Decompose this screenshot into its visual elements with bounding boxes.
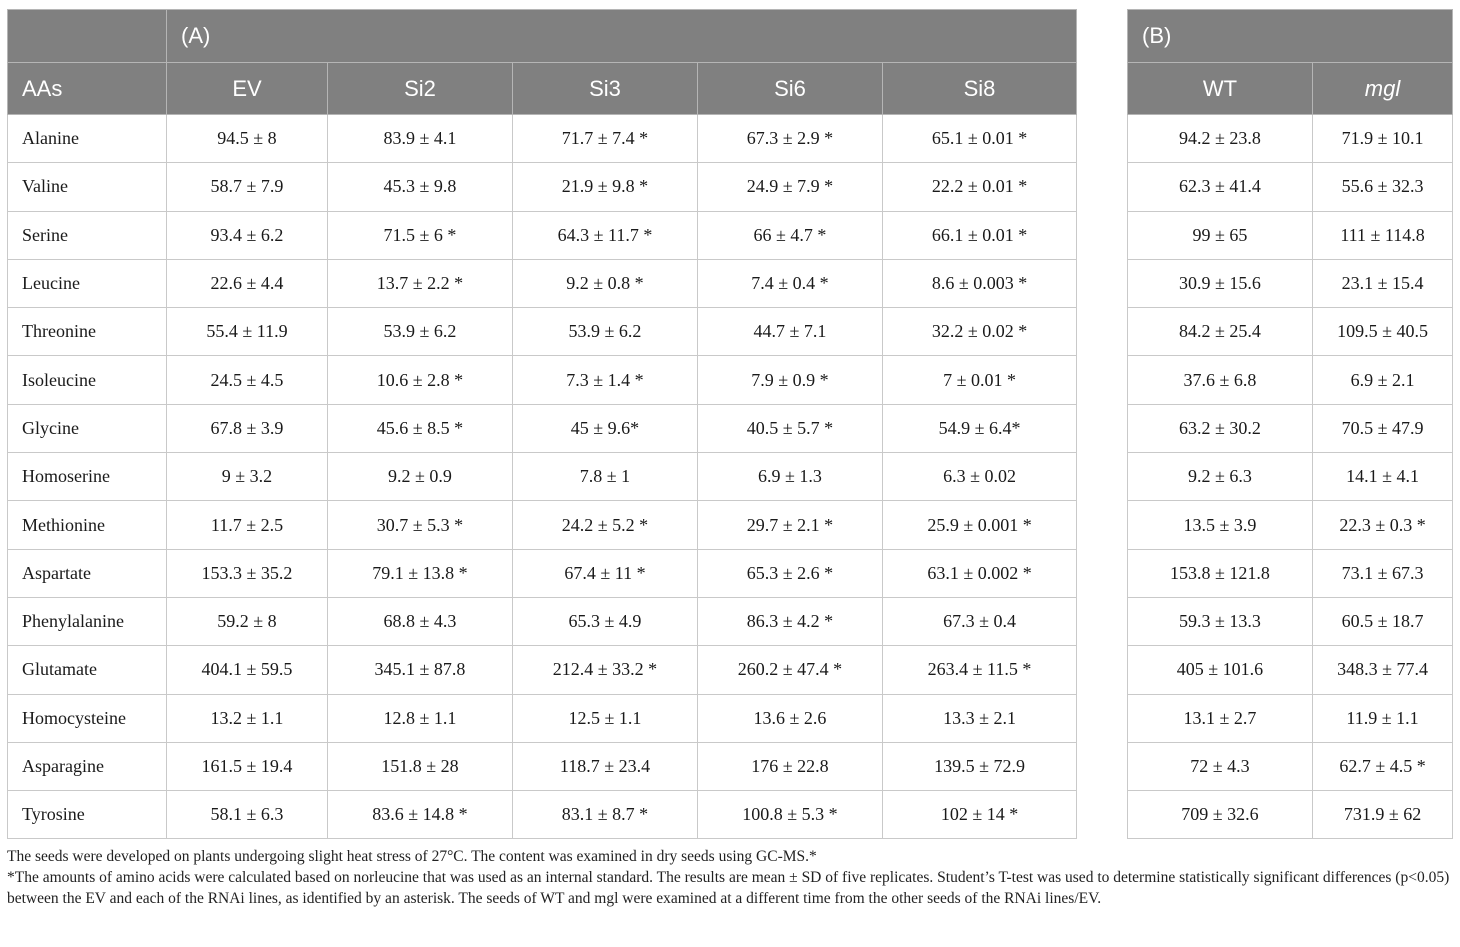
table-row [1128,694,1453,742]
value-cell-ev: 404.1 ± 59.5 [167,646,328,694]
amino-acid-name: Asparagine [8,742,167,790]
column-header-si2: Si2 [328,63,513,115]
value-cell-mgl: 23.1 ± 15.4 [1313,259,1453,307]
value-cell-si8: 7 ± 0.01 * [883,356,1077,404]
table-row [8,115,1077,163]
amino-acid-name: Phenylalanine [8,597,167,645]
value-cell-mgl: 55.6 ± 32.3 [1313,163,1453,211]
table-b-group-label: (B) [1128,10,1453,63]
value-cell-wt: 99 ± 65 [1128,211,1313,259]
value-cell-si8: 67.3 ± 0.4 [883,597,1077,645]
column-header-wt: WT [1128,63,1313,115]
value-cell-si6: 100.8 ± 5.3 * [698,791,883,839]
value-cell-si3: 118.7 ± 23.4 [513,742,698,790]
amino-acid-name: Glycine [8,404,167,452]
value-cell-si3: 53.9 ± 6.2 [513,308,698,356]
value-cell-si2: 9.2 ± 0.9 [328,453,513,501]
amino-acid-name: Homocysteine [8,694,167,742]
value-cell-si3: 21.9 ± 9.8 * [513,163,698,211]
table-caption [7,846,1453,909]
value-cell-mgl: 731.9 ± 62 [1313,791,1453,839]
value-cell-ev: 59.2 ± 8 [167,597,328,645]
value-cell-si8: 25.9 ± 0.001 * [883,501,1077,549]
value-cell-ev: 55.4 ± 11.9 [167,308,328,356]
value-cell-si6: 7.4 ± 0.4 * [698,259,883,307]
table-row [8,308,1077,356]
value-cell-si8: 63.1 ± 0.002 * [883,549,1077,597]
table-row [1128,259,1453,307]
table-row [1128,742,1453,790]
value-cell-ev: 153.3 ± 35.2 [167,549,328,597]
column-header-ev: EV [167,63,328,115]
amino-acid-name: Threonine [8,308,167,356]
amino-acid-name: Alanine [8,115,167,163]
value-cell-ev: 58.7 ± 7.9 [167,163,328,211]
table-a-body [8,115,1077,839]
value-cell-si6: 67.3 ± 2.9 * [698,115,883,163]
value-cell-si8: 13.3 ± 2.1 [883,694,1077,742]
value-cell-ev: 93.4 ± 6.2 [167,211,328,259]
value-cell-si2: 45.3 ± 9.8 [328,163,513,211]
value-cell-si6: 6.9 ± 1.3 [698,453,883,501]
value-cell-mgl: 73.1 ± 67.3 [1313,549,1453,597]
table-row [8,597,1077,645]
value-cell-si8: 54.9 ± 6.4* [883,404,1077,452]
value-cell-si2: 83.9 ± 4.1 [328,115,513,163]
value-cell-wt: 72 ± 4.3 [1128,742,1313,790]
value-cell-wt: 9.2 ± 6.3 [1128,453,1313,501]
value-cell-si2: 79.1 ± 13.8 * [328,549,513,597]
value-cell-ev: 94.5 ± 8 [167,115,328,163]
table-row [8,791,1077,839]
value-cell-wt: 62.3 ± 41.4 [1128,163,1313,211]
value-cell-mgl: 71.9 ± 10.1 [1313,115,1453,163]
table-row [8,163,1077,211]
value-cell-si6: 66 ± 4.7 * [698,211,883,259]
table-a-corner [8,10,167,63]
value-cell-wt: 59.3 ± 13.3 [1128,597,1313,645]
table-row [1128,501,1453,549]
table-row [8,453,1077,501]
table-row [1128,163,1453,211]
value-cell-si8: 102 ± 14 * [883,791,1077,839]
value-cell-si3: 12.5 ± 1.1 [513,694,698,742]
value-cell-si6: 65.3 ± 2.6 * [698,549,883,597]
value-cell-mgl: 348.3 ± 77.4 [1313,646,1453,694]
value-cell-si2: 83.6 ± 14.8 * [328,791,513,839]
value-cell-ev: 22.6 ± 4.4 [167,259,328,307]
value-cell-si6: 86.3 ± 4.2 * [698,597,883,645]
table-row [1128,356,1453,404]
table-row [8,549,1077,597]
caption-line-1: The seeds were developed on plants undergoing slight heat stress of 27°C. The content was examined in dry seeds using GC-MS.* [7,848,817,865]
value-cell-si8: 139.5 ± 72.9 [883,742,1077,790]
table-row [8,356,1077,404]
value-cell-si2: 151.8 ± 28 [328,742,513,790]
value-cell-si3: 7.8 ± 1 [513,453,698,501]
value-cell-si6: 260.2 ± 47.4 * [698,646,883,694]
value-cell-si8: 65.1 ± 0.01 * [883,115,1077,163]
value-cell-si6: 24.9 ± 7.9 * [698,163,883,211]
value-cell-mgl: 111 ± 114.8 [1313,211,1453,259]
value-cell-si6: 44.7 ± 7.1 [698,308,883,356]
value-cell-ev: 11.7 ± 2.5 [167,501,328,549]
table-row [8,646,1077,694]
value-cell-si2: 30.7 ± 5.3 * [328,501,513,549]
value-cell-si8: 263.4 ± 11.5 * [883,646,1077,694]
value-cell-ev: 67.8 ± 3.9 [167,404,328,452]
value-cell-si3: 24.2 ± 5.2 * [513,501,698,549]
value-cell-si3: 71.7 ± 7.4 * [513,115,698,163]
value-cell-mgl: 62.7 ± 4.5 * [1313,742,1453,790]
amino-acid-name: Tyrosine [8,791,167,839]
value-cell-si2: 345.1 ± 87.8 [328,646,513,694]
value-cell-si8: 32.2 ± 0.02 * [883,308,1077,356]
amino-acid-name: Serine [8,211,167,259]
value-cell-si3: 83.1 ± 8.7 * [513,791,698,839]
amino-acid-table-b [1127,9,1453,839]
value-cell-si8: 6.3 ± 0.02 [883,453,1077,501]
table-row [1128,597,1453,645]
table-row [8,404,1077,452]
table-row [8,694,1077,742]
value-cell-si2: 53.9 ± 6.2 [328,308,513,356]
value-cell-mgl: 109.5 ± 40.5 [1313,308,1453,356]
value-cell-wt: 153.8 ± 121.8 [1128,549,1313,597]
column-header-si3: Si3 [513,63,698,115]
table-row [1128,308,1453,356]
value-cell-wt: 13.1 ± 2.7 [1128,694,1313,742]
table-row [8,501,1077,549]
value-cell-mgl: 14.1 ± 4.1 [1313,453,1453,501]
value-cell-si3: 65.3 ± 4.9 [513,597,698,645]
row-header-aas: AAs [8,63,167,115]
table-row [1128,115,1453,163]
amino-acid-name: Isoleucine [8,356,167,404]
value-cell-mgl: 22.3 ± 0.3 * [1313,501,1453,549]
value-cell-wt: 84.2 ± 25.4 [1128,308,1313,356]
value-cell-si6: 7.9 ± 0.9 * [698,356,883,404]
table-row [1128,211,1453,259]
value-cell-si8: 8.6 ± 0.003 * [883,259,1077,307]
value-cell-wt: 94.2 ± 23.8 [1128,115,1313,163]
value-cell-si6: 13.6 ± 2.6 [698,694,883,742]
value-cell-si2: 12.8 ± 1.1 [328,694,513,742]
value-cell-wt: 709 ± 32.6 [1128,791,1313,839]
amino-acid-name: Aspartate [8,549,167,597]
column-header-si6: Si6 [698,63,883,115]
value-cell-si8: 22.2 ± 0.01 * [883,163,1077,211]
amino-acid-name: Glutamate [8,646,167,694]
table-row [8,211,1077,259]
table-row [1128,646,1453,694]
value-cell-si3: 67.4 ± 11 * [513,549,698,597]
value-cell-si3: 7.3 ± 1.4 * [513,356,698,404]
value-cell-si6: 29.7 ± 2.1 * [698,501,883,549]
value-cell-si3: 45 ± 9.6* [513,404,698,452]
column-header-mgl: mgl [1313,63,1453,115]
amino-acid-name: Leucine [8,259,167,307]
table-row [8,742,1077,790]
value-cell-mgl: 6.9 ± 2.1 [1313,356,1453,404]
value-cell-mgl: 11.9 ± 1.1 [1313,694,1453,742]
value-cell-ev: 9 ± 3.2 [167,453,328,501]
value-cell-si2: 71.5 ± 6 * [328,211,513,259]
value-cell-si3: 212.4 ± 33.2 * [513,646,698,694]
table-a-group-label: (A) [167,10,1077,63]
table-row [8,259,1077,307]
value-cell-wt: 37.6 ± 6.8 [1128,356,1313,404]
value-cell-ev: 161.5 ± 19.4 [167,742,328,790]
table-row [1128,404,1453,452]
value-cell-si2: 68.8 ± 4.3 [328,597,513,645]
amino-acid-name: Homoserine [8,453,167,501]
table-b-body [1128,115,1453,839]
caption-line-2: *The amounts of amino acids were calculated based on norleucine that was used as an internal standard. The results are mean ± SD of five replicates. Student’s T-test was used to determine statistically significant differences (p<0.05) between the EV and each of the RNAi lines, as identified by an asterisk. The seeds of WT and mgl were examined at a different time from the other seeds of the RNAi lines/EV. [7,869,1450,907]
table-row [1128,791,1453,839]
table-row [1128,453,1453,501]
value-cell-mgl: 60.5 ± 18.7 [1313,597,1453,645]
value-cell-ev: 58.1 ± 6.3 [167,791,328,839]
value-cell-si8: 66.1 ± 0.01 * [883,211,1077,259]
value-cell-si6: 176 ± 22.8 [698,742,883,790]
value-cell-si2: 13.7 ± 2.2 * [328,259,513,307]
value-cell-si6: 40.5 ± 5.7 * [698,404,883,452]
value-cell-si3: 64.3 ± 11.7 * [513,211,698,259]
value-cell-ev: 13.2 ± 1.1 [167,694,328,742]
column-header-si8: Si8 [883,63,1077,115]
value-cell-wt: 30.9 ± 15.6 [1128,259,1313,307]
value-cell-mgl: 70.5 ± 47.9 [1313,404,1453,452]
amino-acid-table-a [7,9,1077,839]
table-row [1128,549,1453,597]
value-cell-wt: 405 ± 101.6 [1128,646,1313,694]
amino-acid-name: Methionine [8,501,167,549]
value-cell-wt: 63.2 ± 30.2 [1128,404,1313,452]
value-cell-si3: 9.2 ± 0.8 * [513,259,698,307]
value-cell-si2: 10.6 ± 2.8 * [328,356,513,404]
value-cell-ev: 24.5 ± 4.5 [167,356,328,404]
value-cell-si2: 45.6 ± 8.5 * [328,404,513,452]
amino-acid-name: Valine [8,163,167,211]
value-cell-wt: 13.5 ± 3.9 [1128,501,1313,549]
